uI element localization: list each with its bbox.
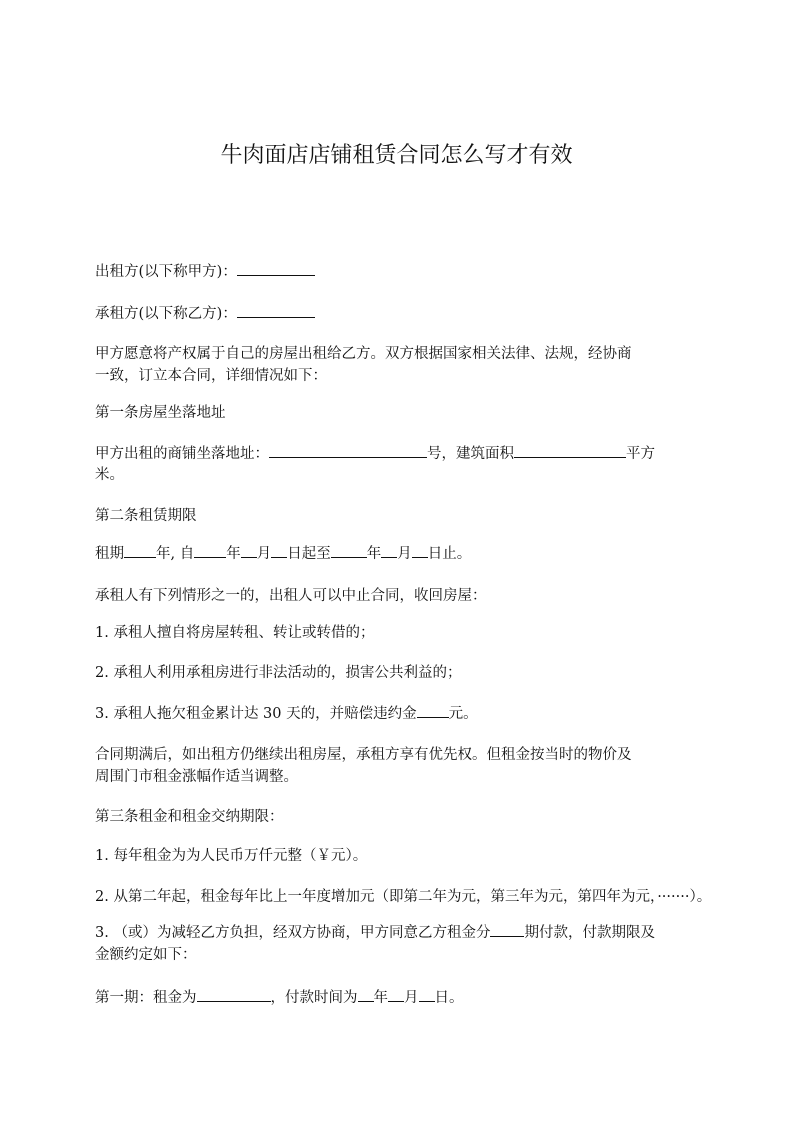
first-installment-text: 日。 (434, 990, 464, 1006)
term-line (95, 543, 471, 564)
term-text: 月 (397, 546, 412, 562)
term-text: 年 (226, 546, 241, 562)
address-blank (269, 443, 427, 458)
term-years-blank (124, 543, 156, 558)
lessee-line (95, 303, 315, 324)
pay-day-blank (419, 987, 435, 1002)
address-line (95, 443, 655, 464)
document-title: 牛肉面店店铺租赁合同怎么写才有效 (220, 143, 573, 168)
term-text: 日起至 (287, 546, 331, 562)
rent-clause-1: 1. 每年租金为为人民币万仟元整（￥元）。 (95, 848, 368, 864)
article-2-heading: 第二条租赁期限 (95, 508, 197, 524)
area-unit: 平方 (626, 446, 655, 462)
start-month-blank (241, 543, 257, 558)
lessee-label: 承租方(以下称乙方)： (95, 306, 237, 322)
installments-blank (490, 922, 524, 937)
condition-2: 2. 承租人利用承租房进行非法活动的，损害公共利益的； (95, 665, 462, 681)
address-line-2: 米。 (95, 467, 124, 483)
rent-clause-3-text: 3. （或）为减轻乙方负担，经双方协商，甲方同意乙方租金分 (95, 925, 491, 941)
first-installment-text: ，付款时间为 (270, 990, 358, 1006)
intro-line-1: 甲方愿意将产权属于自己的房屋出租给乙方。双方根据国家相关法律、法规，经协商 (95, 346, 632, 362)
term-text: 租期 (95, 546, 124, 562)
rent-clause-2: 2. 从第二年起，租金每年比上一年度增加元（即第二年为元，第三年为元，第四年为元，·······）。 (95, 889, 712, 905)
lessee-blank (237, 303, 315, 318)
lessor-line (95, 261, 315, 282)
start-year-blank (194, 543, 226, 558)
renewal-line-2: 周围门市租金涨幅作适当调整。 (95, 769, 298, 785)
lessor-label: 出租方(以下称甲方)： (95, 264, 237, 280)
term-text: 年, 自 (156, 546, 195, 562)
end-day-blank (412, 543, 428, 558)
intro-line-2: 一致，订立本合同，详细情况如下： (95, 368, 327, 384)
area-blank (514, 443, 626, 458)
end-month-blank (381, 543, 397, 558)
end-year-blank (331, 543, 367, 558)
area-label: 号，建筑面积 (427, 446, 514, 462)
term-text: 年 (366, 546, 382, 562)
start-day-blank (271, 543, 287, 558)
condition-3-text: 3. 承租人拖欠租金累计达 30 天的，并赔偿违约金 (95, 706, 417, 722)
termination-intro: 承租人有下列情形之一的，出租人可以中止合同，收回房屋： (95, 588, 487, 604)
first-installment (95, 987, 464, 1008)
lessor-blank (237, 261, 315, 276)
first-installment-text: 年 (373, 990, 388, 1006)
condition-1: 1. 承租人擅自将房屋转租、转让或转借的； (95, 625, 375, 641)
condition-3 (95, 703, 478, 724)
pay-year-blank (358, 987, 374, 1002)
article-3-heading: 第三条租金和租金交纳期限： (95, 809, 284, 825)
rent-clause-3 (95, 922, 655, 943)
rent-clause-3-line-2: 金额约定如下： (95, 947, 197, 963)
first-installment-text: 第一期：租金为 (95, 990, 197, 1006)
penalty-blank (417, 703, 449, 718)
renewal-line-1: 合同期满后，如出租方仍继续出租房屋，承租方享有优先权。但租金按当时的物价及 (95, 747, 632, 763)
rent-amount-blank (197, 987, 271, 1002)
article-1-heading: 第一条房屋坐落地址 (95, 405, 226, 421)
term-text: 月 (256, 546, 272, 562)
pay-month-blank (388, 987, 404, 1002)
condition-3-unit: 元。 (448, 706, 478, 722)
term-text: 日止。 (427, 546, 472, 562)
address-label: 甲方出租的商铺坐落地址： (95, 446, 269, 462)
rent-clause-3-text: 期付款，付款期限及 (524, 925, 655, 941)
first-installment-text: 月 (404, 990, 419, 1006)
